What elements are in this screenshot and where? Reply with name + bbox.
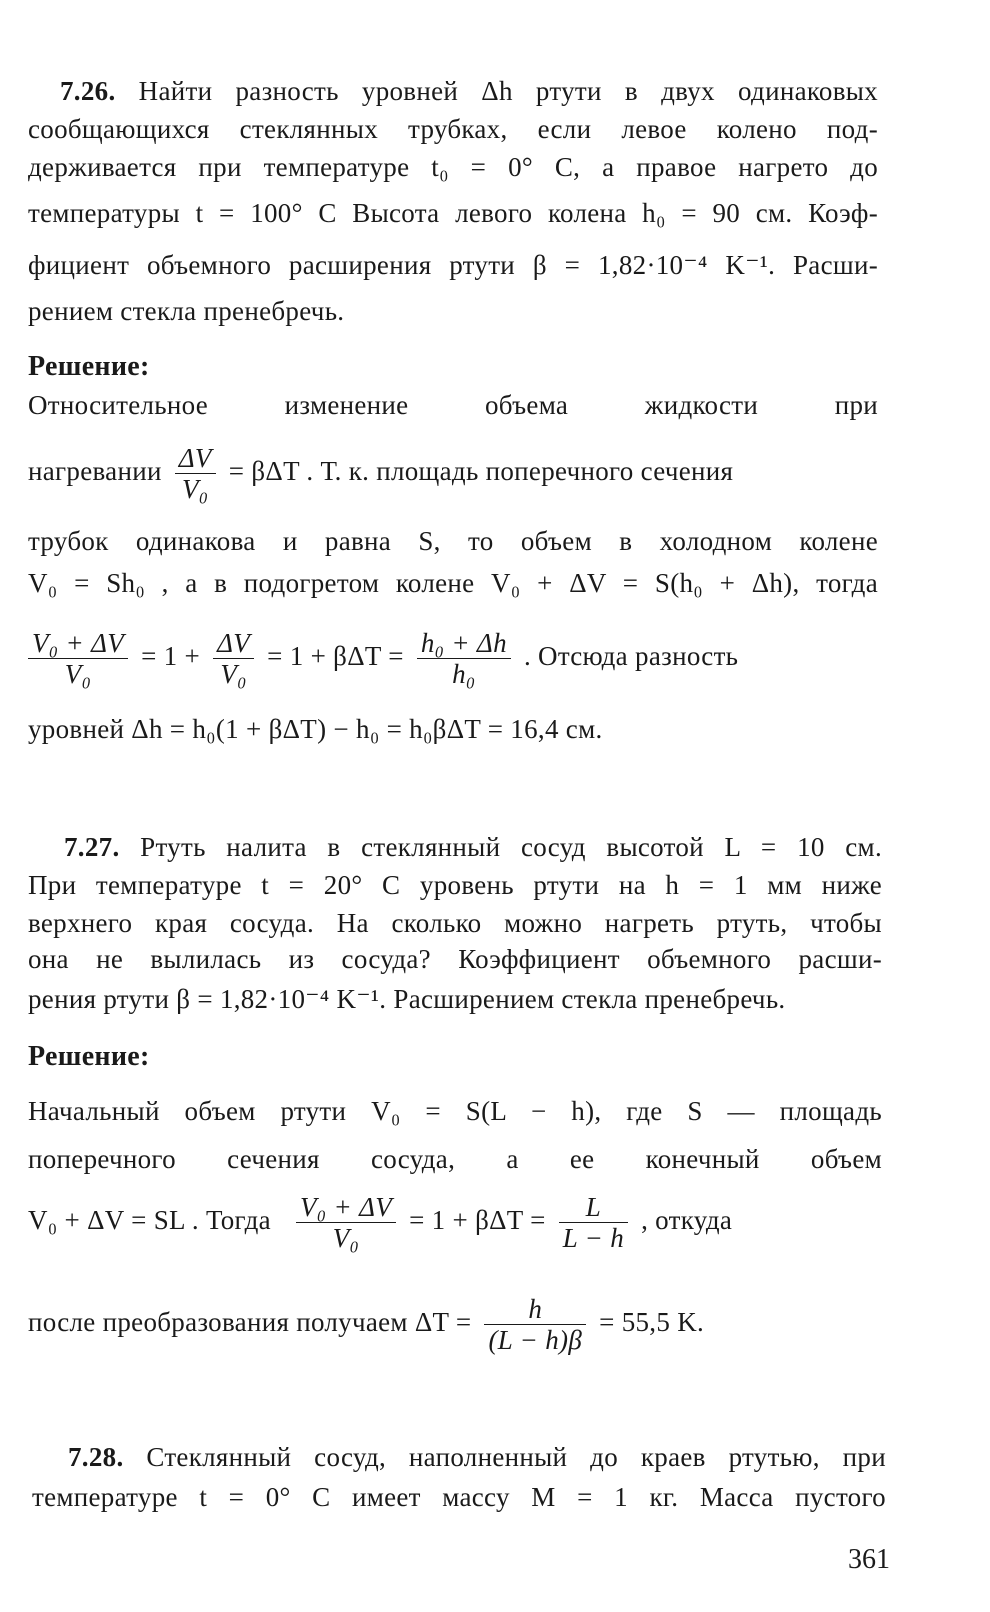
problem-726-line-3: держивается при температуре t₀ = 0° C, а правое нагрето до	[28, 152, 878, 182]
text: , откуда	[641, 1205, 733, 1235]
problem-726-line-2: сообщающихся стеклянных трубках, если левое колено под-	[28, 114, 878, 144]
denominator: V₀	[296, 1222, 396, 1253]
text: = 1 +	[141, 641, 201, 671]
problem-728-line-1	[68, 1440, 886, 1474]
solution-727-line-1: Начальный объем ртути V₀ = S(L − h), где S — площадь	[28, 1096, 882, 1126]
problem-726-line-6: рением стекла пренебречь.	[28, 296, 345, 326]
page-number: 361	[848, 1544, 890, 1575]
text: Стеклянный сосуд, наполненный до краев ртутью, при	[146, 1442, 886, 1472]
solution-727-line-3	[28, 1180, 908, 1260]
fraction	[213, 628, 254, 689]
solution-726-line-3: трубок одинакова и равна S, то объем в холодном колене	[28, 526, 878, 556]
problem-727-line-2: При температуре t = 20° C уровень ртути на h = 1 мм ниже	[28, 870, 882, 900]
problem-727-line-3: верхнего края сосуда. На сколько можно нагреть ртуть, чтобы	[28, 908, 882, 938]
problem-728-line-2: температуре t = 0° C имеет массу M = 1 кг. Масса пустого	[32, 1482, 886, 1512]
problem-727-line-1	[64, 830, 882, 864]
text: нагревании	[28, 456, 162, 486]
solution-726-line-4: V₀ = Sh₀ , а в подогретом колене V₀ + ΔV = S(h₀ + Δh), тогда	[28, 568, 878, 598]
numerator: ΔV	[178, 443, 212, 474]
text: Ртуть налита в стеклянный сосуд высотой L = 10 см.	[140, 832, 882, 862]
solution-heading-726: Решение:	[28, 351, 150, 382]
problem-727-line-5: рения ртути β = 1,82·10⁻⁴ K⁻¹. Расширением стекла пренебречь.	[28, 984, 786, 1014]
numerator: V₀ + ΔV	[299, 1192, 393, 1223]
problem-number: 7.26.	[60, 76, 116, 106]
solution-727-line-2: поперечного сечения сосуда, а ее конечный объем	[28, 1144, 882, 1174]
problem-726-line-5: фициент объемного расширения ртути β = 1,82·10⁻⁴ K⁻¹. Расши-	[28, 250, 878, 280]
fraction	[559, 1192, 628, 1253]
numerator: h₀ + Δh	[420, 628, 507, 659]
numerator: V₀ + ΔV	[32, 628, 125, 659]
text: Найти разность уровней Δh ртути в двух одинаковых	[138, 76, 878, 106]
solution-heading-727: Решение:	[28, 1041, 150, 1072]
solution-726-line-5	[28, 616, 908, 696]
text: V₀ + ΔV = SL . Тогда	[28, 1205, 271, 1235]
text: = 1 + βΔT =	[267, 641, 404, 671]
denominator: (L − h)β	[484, 1324, 586, 1355]
text: = 55,5 K.	[599, 1307, 705, 1337]
problem-number: 7.27.	[64, 832, 120, 862]
denominator: L − h	[559, 1222, 628, 1253]
denominator: V₀	[28, 658, 128, 689]
solution-726-line-2	[28, 436, 878, 506]
solution-726-line-6: уровней Δh = h₀(1 + βΔT) − h₀ = h₀βΔT = 16,4 см.	[28, 714, 603, 744]
problem-726-line-4: температуры t = 100° C Высота левого колена h₀ = 90 см. Коэф-	[28, 198, 878, 228]
denominator: V₀	[175, 473, 216, 504]
fraction	[28, 628, 128, 689]
problem-727-line-4: она не вылилась из сосуда? Коэффициент объемного расши-	[28, 944, 882, 974]
solution-726-line-1: Относительное изменение объема жидкости при	[28, 390, 878, 420]
numerator: L	[585, 1192, 602, 1223]
text: . Отсюда разность	[523, 641, 739, 671]
solution-727-line-4	[28, 1282, 908, 1362]
text: после преобразования получаем ΔT =	[28, 1307, 472, 1337]
text: = βΔT . Т. к. площадь поперечного сечения	[228, 456, 734, 486]
problem-726-line-1	[60, 74, 878, 108]
fraction	[175, 443, 216, 504]
text: = 1 + βΔT =	[409, 1205, 546, 1235]
denominator: V₀	[213, 658, 254, 689]
numerator: h	[528, 1294, 543, 1325]
problem-number: 7.28.	[68, 1442, 124, 1472]
fraction	[296, 1192, 396, 1253]
fraction	[417, 628, 511, 689]
numerator: ΔV	[217, 628, 251, 659]
denominator: h₀	[417, 658, 511, 689]
fraction	[484, 1294, 586, 1355]
